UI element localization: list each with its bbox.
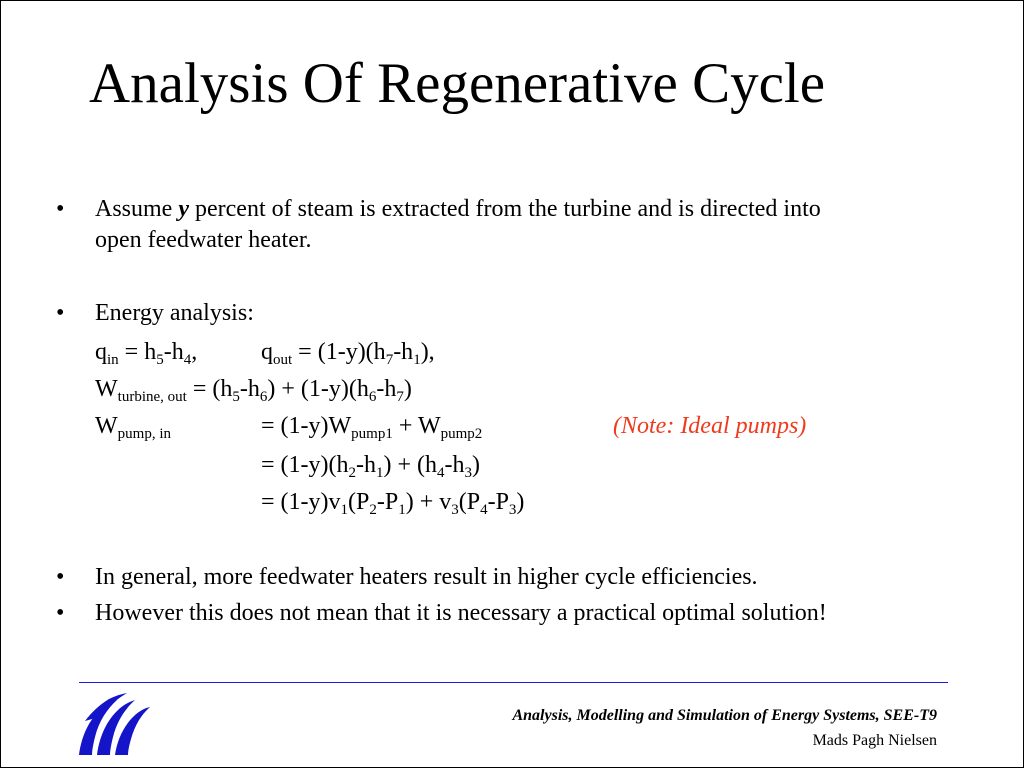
bullet-energy-analysis: Energy analysis: <box>95 300 254 326</box>
footer-course-title: Analysis, Modelling and Simulation of Energy Systems, SEE-T9 <box>512 707 937 724</box>
equation-w-pump-label: $W_{pump, in}$ <box>95 413 171 442</box>
bullet-assume-line1 <box>95 193 821 225</box>
equation-w-pump-line3: = $(1-y)v_1(P_2-P_1) + v_3(P_4-P_3)$ <box>261 489 525 518</box>
equation-w-turbine: $W_{turbine, out} = (h_5-h_6) + (1-y)(h_6-h_7)$ <box>95 376 412 405</box>
note-ideal-pumps: (Note: Ideal pumps) <box>613 413 807 439</box>
equation-q-in: $q_{in} = h_5-h_4$, <box>95 339 198 368</box>
bullet-marker: • <box>56 600 65 626</box>
bullet-marker: • <box>56 564 65 590</box>
equation-w-pump-line2: = $(1-y)(h_2-h_1) + (h_4-h_3)$ <box>261 452 481 481</box>
bullet-marker: • <box>56 196 65 222</box>
university-logo-icon <box>77 691 151 755</box>
equation-w-pump-line1: = $(1-y)W_{pump1} + W_{pump2}$ <box>261 413 483 442</box>
bullet-assume-text-pre: Assume <box>95 196 179 222</box>
variable-y: y <box>178 196 189 222</box>
footer-author: Mads Pagh Nielsen <box>812 732 937 749</box>
bullet-assume-line2: open feedwater heater. <box>95 227 312 253</box>
equation-q-out: $q_{out} = (1-y)(h_7-h_1)$, <box>261 339 435 368</box>
slide-title: Analysis Of Regenerative Cycle <box>89 52 826 115</box>
bullet-general: In general, more feedwater heaters result in higher cycle efficiencies. <box>95 564 758 590</box>
bullet-however: However this does not mean that it is necessary a practical optimal solution! <box>95 600 827 626</box>
bullet-marker: • <box>56 300 65 326</box>
bullet-assume-text-post: percent of steam is extracted from the turbine and is directed into <box>189 196 821 222</box>
footer-divider <box>79 682 948 683</box>
